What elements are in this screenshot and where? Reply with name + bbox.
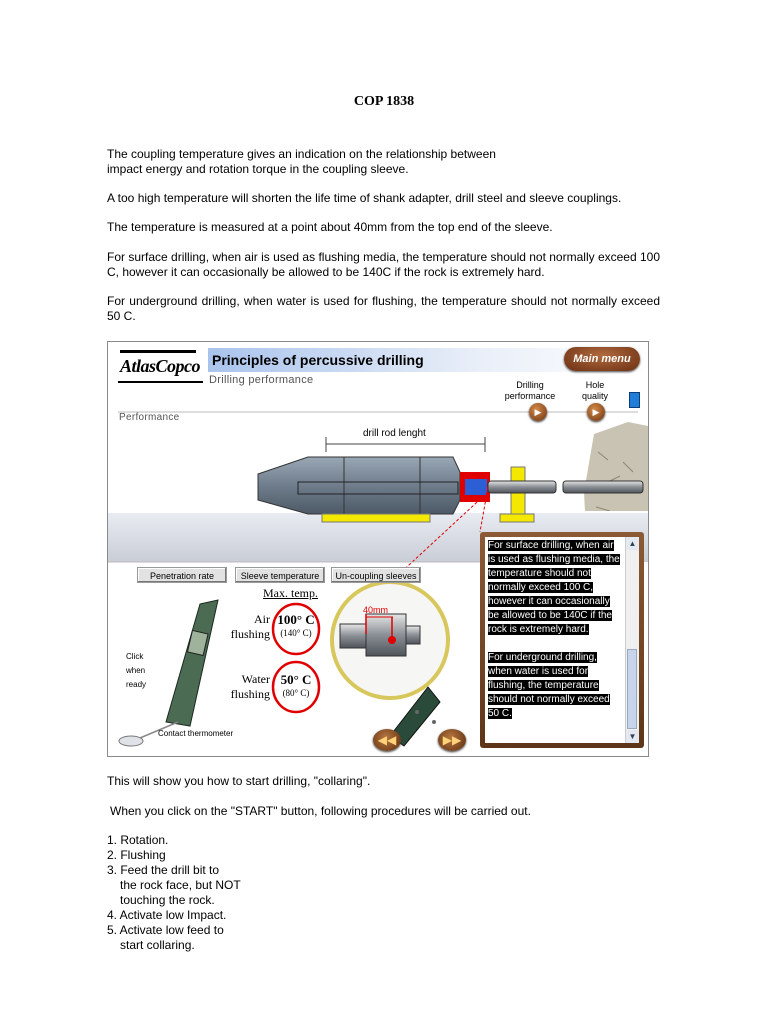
water-temperature — [273, 672, 319, 698]
scroll-down-icon[interactable]: ▼ — [626, 730, 639, 743]
paragraph-measurement-point: The temperature is measured at a point about 40mm from the top end of the sleeve. — [107, 220, 553, 234]
procedure-step: 4. Activate low Impact. — [107, 908, 227, 922]
contact-thermometer-label: Contact thermometer — [158, 729, 234, 738]
book-icon[interactable] — [629, 392, 640, 408]
contact-thermometer — [166, 600, 218, 726]
arrow-right-icon: ▶▶ — [442, 733, 462, 747]
scroll-up-icon[interactable]: ▲ — [626, 537, 639, 550]
air-occasional-temp: (140° C) — [280, 628, 312, 638]
water-max-temp: 50° C — [280, 672, 312, 687]
main-menu-button[interactable]: Main menu — [564, 347, 640, 371]
un-coupling-sleeves-button[interactable]: Un-coupling sleeves — [331, 567, 421, 583]
previous-button[interactable] — [373, 729, 401, 751]
section-label-performance: Performance — [119, 412, 180, 423]
info-underground-drilling: For underground drilling, when water is used for flushing, the temperature should not normally exceed 50 C. — [488, 652, 610, 719]
water-flushing-label: Water flushing — [230, 672, 270, 701]
measurement-40mm-label: 40mm — [363, 605, 389, 615]
scroll-thumb[interactable] — [627, 649, 637, 729]
procedure-step: 2. Flushing — [107, 848, 166, 862]
air-max-temp: 100° C — [277, 612, 315, 627]
procedure-list — [107, 833, 660, 953]
app-subtitle: Drilling performance — [209, 374, 314, 386]
paragraph-start-button: When you click on the "START" button, following procedures will be carried out. — [110, 804, 531, 818]
arrow-left-icon: ◀◀ — [377, 733, 397, 747]
air-flushing-label: Air flushing — [230, 612, 270, 641]
max-temp-heading: Max. temp. — [263, 586, 318, 600]
nav-label-drilling-performance: Drilling performance — [504, 380, 556, 401]
arrow-right-icon: ▶ — [592, 407, 600, 417]
procedure-step: start collaring. — [120, 938, 195, 952]
procedure-step: 5. Activate low feed to — [107, 923, 224, 937]
paragraph-coupling-temperature: The coupling temperature gives an indication on the relationship between impact energy and rotation torque in the coupling sleeve. — [107, 147, 496, 176]
click-when-ready-label: Click when ready — [126, 652, 147, 689]
atlas-copco-logo: AtlasCopco — [120, 356, 201, 376]
sleeve-temperature-button[interactable]: Sleeve temperature — [235, 567, 325, 583]
procedure-step: 3. Feed the drill bit to — [107, 863, 220, 877]
paragraph-too-high-temperature: A too high temperature will shorten the life time of shank adapter, drill steel and sleeve couplings. — [107, 191, 622, 205]
embedded-app-screenshot — [107, 341, 649, 757]
logo-bar-top — [120, 350, 196, 353]
air-temperature — [273, 612, 319, 638]
nav-label-hole-quality: Hole quality — [581, 380, 608, 401]
rock-drill-hammer — [258, 457, 460, 514]
app-title: Principles of percussive drilling — [208, 348, 648, 372]
nav-button-drilling-performance[interactable] — [529, 403, 547, 421]
document-title: COP 1838 — [353, 94, 415, 109]
info-surface-drilling: For surface drilling, when air is used as flushing media, the temperature should not normally exceed 100 C, however it can occasionally be allowed to be 140C if the rock is extremely hard. — [488, 540, 620, 635]
info-panel-scrollbar[interactable] — [625, 537, 639, 743]
procedure-step: 1. Rotation. — [107, 833, 169, 847]
paragraph-collaring: This will show you how to start drilling, "collaring". — [107, 774, 371, 788]
next-button[interactable] — [438, 729, 466, 751]
drill-rod-length-label: drill rod lenght — [363, 428, 426, 439]
water-occasional-temp: (80° C) — [282, 688, 310, 698]
arrow-right-icon: ▶ — [534, 407, 542, 417]
nav-button-hole-quality[interactable] — [587, 403, 605, 421]
procedure-step: the rock face, but NOT — [120, 878, 241, 892]
info-panel-text — [488, 539, 622, 721]
procedure-step: touching the rock. — [120, 893, 215, 907]
paragraph-surface-drilling: For surface drilling, when air is used as flushing media, the temperature should not normally exceed 100 C, however it can occasionally be allowed to be 140C if the rock is extremely hard. — [107, 250, 660, 279]
penetration-rate-button[interactable]: Penetration rate — [137, 567, 227, 583]
paragraph-underground-drilling: For underground drilling, when water is used for flushing, the temperature should not normally exceed 50 C. — [107, 294, 660, 323]
info-panel[interactable] — [485, 537, 639, 743]
